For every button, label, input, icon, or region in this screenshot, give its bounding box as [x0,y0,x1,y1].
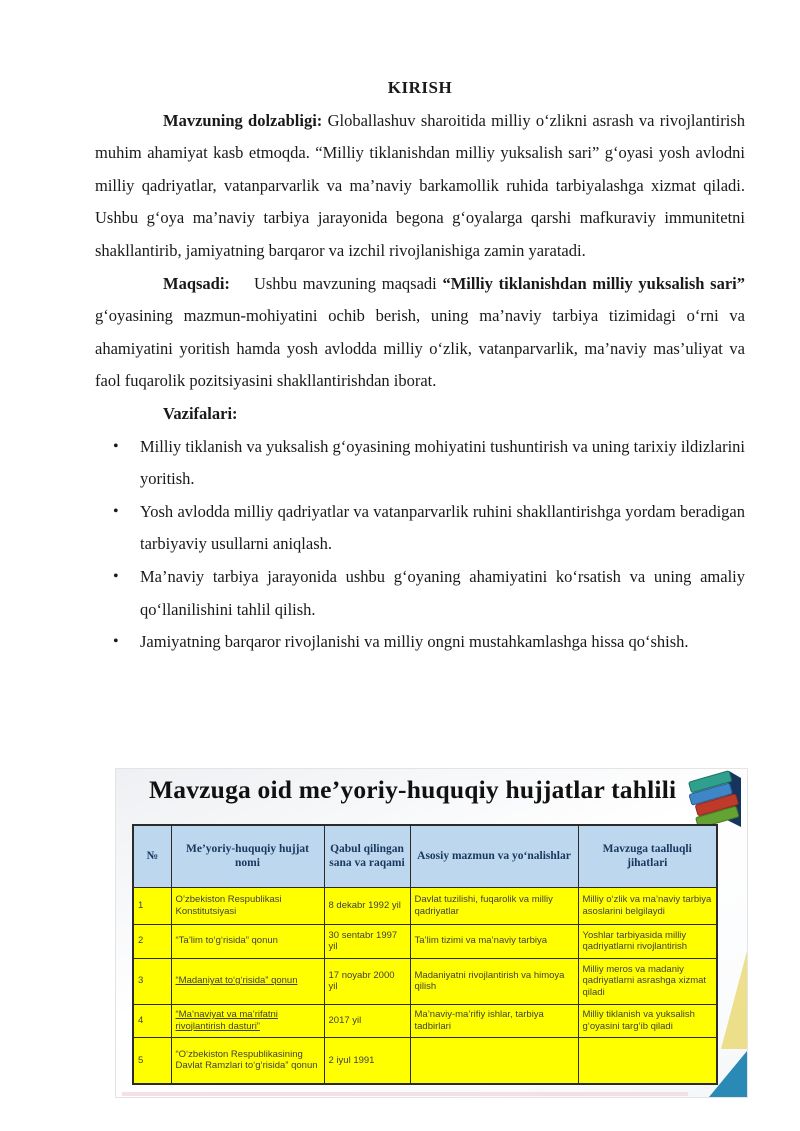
cell-date: 2 iyul 1991 [324,1037,410,1084]
tasks-list [95,431,745,659]
legal-documents-table [132,824,718,1085]
cell-number: 1 [133,887,171,924]
cell-document-name: “Ma’naviyat va ma’rifatni rivojlantirish dasturi” [171,1004,324,1037]
embedded-slide-image [115,768,748,1098]
cell-relevance: Milliy tiklanish va yuksalish g‘oyasini targ‘ib qiladi [578,1004,717,1037]
paragraph-relevance-lead: Mavzuning dolzabligi: [163,110,323,130]
cell-content [410,1037,578,1084]
list-item-text: Ma’naviy tarbiya jarayonida ushbu g‘oyaning ahamiyatini ko‘rsatish va uning amaliy qo‘llanilishini tahlil qilish. [140,566,745,619]
cell-document-name: O’zbekiston Respublikasi Konstitutsiyasi [171,887,324,924]
list-item [140,496,745,561]
cell-number: 2 [133,924,171,958]
paragraph-purpose-bold-quote: “Milliy tiklanishdan milliy yuksalish sari” [442,273,746,293]
paragraph-purpose-lead: Maqsadi: [163,273,230,293]
paragraph-relevance-text: Globallashuv sharoitida milliy o‘zlikni asrash va rivojlantirish muhim ahamiyat kasb etmoqda. “Milliy tiklanishdan milliy yuksalish sari” g‘oyasi yosh avlodni milliy qadriyatlar, vatanparvarlik va ma’naviy barkamollik ruhida tarbiyalashga xizmat qiladi. Ushbu g‘oya ma’naviy tarbiya jarayonida begona g‘oyalarga qarshi mafkuraviy immunitetni shakllantirib, jamiyatning barqaror va izchil rivojlanishiga zamin yaratadi. [95,110,745,260]
cell-date: 2017 yil [324,1004,410,1037]
cell-content: Madaniyatni rivojlantirish va himoya qilish [410,958,578,1004]
list-item [140,561,745,626]
list-item-text: Yosh avlodda milliy qadriyatlar va vatanparvarlik ruhini shakllantirishga yordam beradigan tarbiyaviy usullarni aniqlash. [140,501,745,554]
header-number: № [133,825,171,887]
cell-document-name: “Ta’lim to‘g‘risida” qonun [171,924,324,958]
cell-relevance: Milliy o‘zlik va ma’naviy tarbiya asoslarini belgilaydi [578,887,717,924]
header-content: Asosiy mazmun va yo‘nalishlar [410,825,578,887]
cell-relevance: Milliy meros va madaniy qadriyatlarni asrashga xizmat qiladi [578,958,717,1004]
cell-document-name: “Madaniyat to‘g‘risida” qonun [171,958,324,1004]
header-date: Qabul qilingan sana va raqami [324,825,410,887]
page-title: KIRISH [387,78,453,97]
cell-date: 8 dekabr 1992 yil [324,887,410,924]
paragraph-purpose [95,268,745,398]
cell-date: 17 noyabr 2000 yil [324,958,410,1004]
table-row [133,1004,717,1037]
cell-document-name: “O‘zbekiston Respublikasining Davlat Ramzlari to‘g‘risida” qonun [171,1037,324,1084]
table-header-row [133,825,717,887]
header-document-name: Me’yoriy-huquqiy hujjat nomi [171,825,324,887]
tasks-heading: Vazifalari: [163,403,238,423]
slide-title: Mavzuga oid me’yoriy-huquqiy hujjatlar tahlili [149,775,677,804]
list-item-text: Milliy tiklanish va yuksalish g‘oyasining mohiyatini tushuntirish va uning tarixiy ildizlarini yoritish. [140,436,745,489]
slide-decoration-yellow-triangle [721,951,747,1049]
document-body [95,72,745,659]
cell-number: 4 [133,1004,171,1037]
cell-relevance: Yoshlar tarbiyasida milliy qadriyatlarni rivojlantirish [578,924,717,958]
cell-content: Ma’naviy-ma’rifiy ishlar, tarbiya tadbirlari [410,1004,578,1037]
paragraph-purpose-text2: g‘oyasining mazmun-mohiyatini ochib berish, uning ma’naviy tarbiya tizimidagi o‘rni va ahamiyatini yoritish hamda yosh avlodda milliy o‘zlik, vatanparvarlik, ma’naviy mas’uliyat va faol fuqarolik pozitsiyasini shakllantirishdan iborat. [95,306,745,391]
paragraph-purpose-text1: Ushbu mavzuning maqsadi [253,273,443,293]
table-row [133,958,717,1004]
list-item [140,626,745,659]
header-relevance: Mavzuga taalluqli jihatlari [578,825,717,887]
cell-number: 3 [133,958,171,1004]
table-row [133,887,717,924]
slide-decoration-bottom-strip [122,1092,688,1096]
list-item-text: Jamiyatning barqaror rivojlanishi va milliy ongni mustahkamlashga hissa qo‘shish. [140,632,689,652]
cell-number: 5 [133,1037,171,1084]
cell-content: Davlat tuzilishi, fuqarolik va milliy qadriyatlar [410,887,578,924]
paragraph-relevance [95,105,745,268]
cell-content: Ta’lim tizimi va ma’naviy tarbiya [410,924,578,958]
cell-date: 30 sentabr 1997 yil [324,924,410,958]
list-item [140,431,745,496]
table-row [133,1037,717,1084]
cell-relevance [578,1037,717,1084]
table-row [133,924,717,958]
